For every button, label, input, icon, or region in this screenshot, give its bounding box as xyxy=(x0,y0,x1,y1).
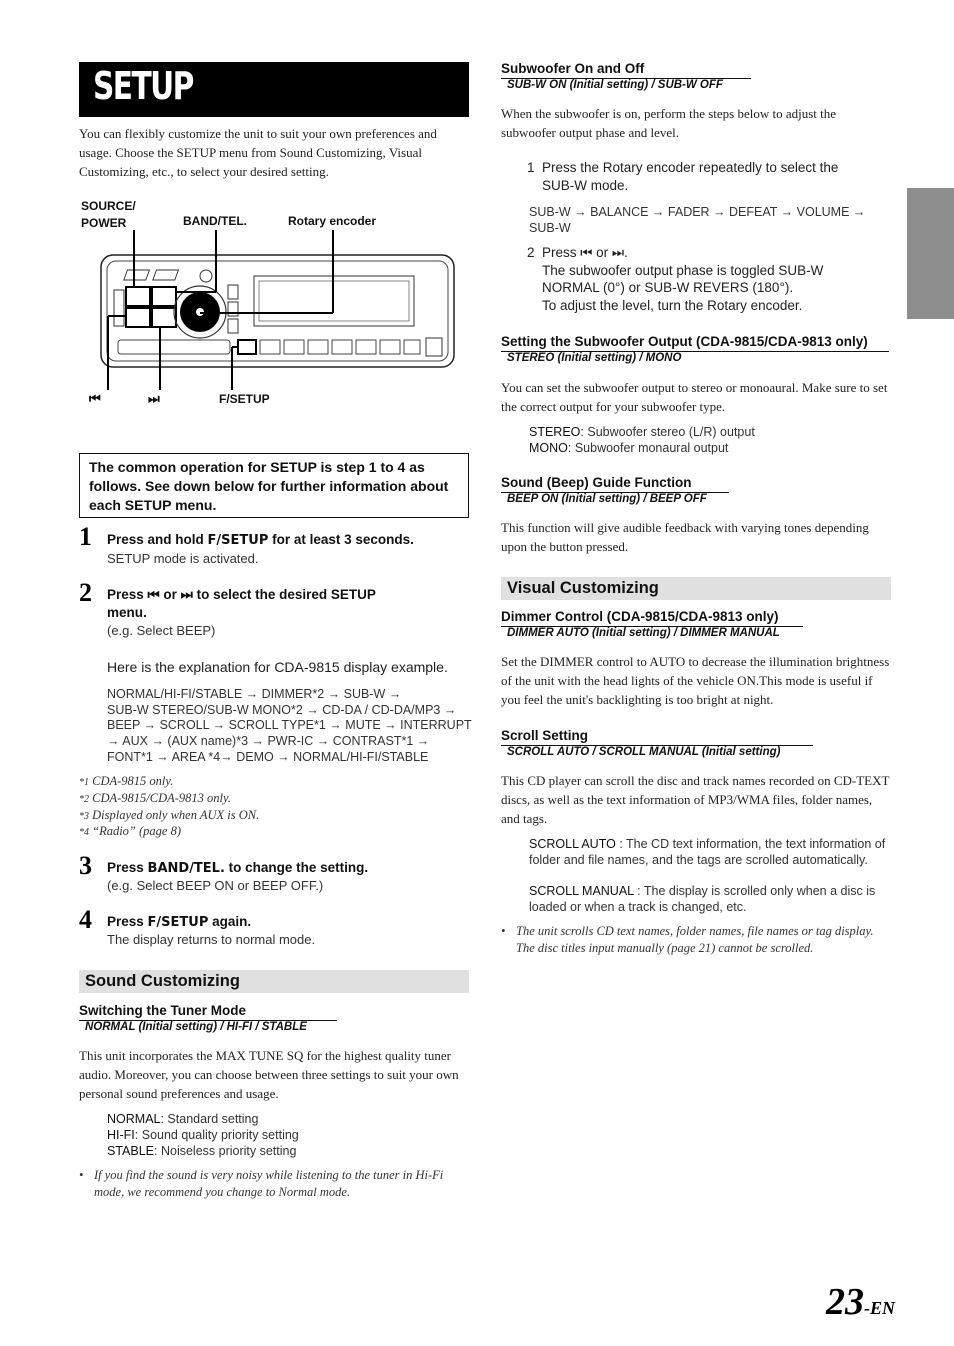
side-tab xyxy=(907,188,954,319)
footnote-3-mark: *3 xyxy=(79,811,89,822)
beep-title: Sound (Beep) Guide Function xyxy=(501,475,692,490)
dimmer-title: Dimmer Control (CDA-9815/CDA-9813 only) xyxy=(501,609,779,624)
footnote-2 xyxy=(79,790,231,808)
step-3-number: 3 xyxy=(79,851,92,880)
step-1-pre: Press and hold xyxy=(107,532,208,547)
step-1-key: F/SETUP xyxy=(207,533,269,548)
step-1-post: for at least 3 seconds. xyxy=(268,532,414,547)
page-number-digits: 23 xyxy=(826,1281,864,1323)
beep-body: This function will give audible feedback with varying tones depending upon the button pressed. xyxy=(501,520,869,554)
subw-output-options: STEREO (Initial setting) / MONO xyxy=(507,352,682,364)
dimmer-body: Set the DIMMER control to AUTO to decrease the illumination brightness of the unit with the head lights of the vehicle ON.This mode is useful if you feel the unit's backlighting is too bright at night. xyxy=(501,654,890,707)
page-number xyxy=(826,1280,895,1324)
step-4-sub: The display returns to normal mode. xyxy=(107,932,316,947)
scroll-note-bullet: • xyxy=(501,924,506,938)
label-prev: ⏮ xyxy=(89,391,101,406)
page-title-bar xyxy=(79,62,469,117)
label-next: ⏭ xyxy=(148,391,160,406)
setup-flow-line-4: → AUX → (AUX name)*3 → PWR-IC → CONTRAST*1 → xyxy=(107,734,430,748)
tuner-def-stable-term: STABLE xyxy=(107,1144,155,1158)
step-4-text xyxy=(107,914,251,930)
setup-flow-line-3: BEEP → SCROLL → SCROLL TYPE*1 → MUTE → INTERRUPT xyxy=(107,718,472,732)
subw-output-def-stereo-term: STEREO xyxy=(529,425,581,439)
tuner-def-hifi-term: HI-FI xyxy=(107,1128,135,1142)
scroll-manual-term: SCROLL MANUAL xyxy=(529,884,634,898)
tuner-def-normal-desc: : Standard setting xyxy=(160,1112,259,1126)
scroll-auto-term: SCROLL AUTO xyxy=(529,837,616,851)
tuner-def-hifi xyxy=(107,1127,299,1143)
step-3-post: to change the setting. xyxy=(224,860,369,875)
step-2-line1: Press ⏮ or ⏭ to select the desired SETUP xyxy=(107,587,376,602)
footnote-4 xyxy=(79,823,181,841)
step-3-key: BAND/TEL. xyxy=(147,861,225,876)
tuner-mode-options: NORMAL (Initial setting) / HI-FI / STABLE xyxy=(85,1021,307,1033)
tuner-mode-title: Switching the Tuner Mode xyxy=(79,1003,246,1018)
subw-output-def-mono xyxy=(529,440,728,456)
subw-step2-number: 2 xyxy=(527,245,535,260)
scroll-title: Scroll Setting xyxy=(501,728,589,743)
scroll-auto-desc: : The CD text information, the text information of folder and file names, and the tags are scrolled automatically. xyxy=(529,837,886,867)
step-2-sub: (e.g. Select BEEP) xyxy=(107,623,216,638)
subw-title: Subwoofer On and Off xyxy=(501,61,645,76)
subw-flow-line-1: SUB-W → BALANCE → FADER → DEFEAT → VOLUME → xyxy=(529,205,866,219)
label-power: POWER xyxy=(81,216,127,230)
subw-step2-line-d: To adjust the level, turn the Rotary encoder. xyxy=(542,298,803,313)
step-4-key: F/SETUP xyxy=(147,915,209,930)
footnote-4-text: “Radio” (page 8) xyxy=(92,824,182,838)
scroll-manual-def xyxy=(529,883,889,915)
dimmer-options: DIMMER AUTO (Initial setting) / DIMMER MANUAL xyxy=(507,627,780,639)
footnote-2-mark: *2 xyxy=(79,794,89,805)
label-source: SOURCE/ xyxy=(81,199,136,213)
step-2-number: 2 xyxy=(79,578,92,607)
subw-options: SUB-W ON (Initial setting) / SUB-W OFF xyxy=(507,79,723,91)
sound-customizing-header xyxy=(79,970,469,993)
scroll-note: The unit scrolls CD text names, folder names, file names or tag display. The disc titles input manually (page 21) cannot be scrolled. xyxy=(516,924,874,955)
scroll-auto-def xyxy=(529,836,889,868)
tuner-def-stable xyxy=(107,1143,296,1159)
footnote-3-text: Displayed only when AUX is ON. xyxy=(92,808,260,822)
subw-step2-line-b: The subwoofer output phase is toggled SUB-W xyxy=(542,263,824,278)
subw-step1-line-a: Press the Rotary encoder repeatedly to select the xyxy=(542,160,839,175)
step-3-pre: Press xyxy=(107,860,148,875)
subw-step2-line-c: NORMAL (0°) or SUB-W REVERS (180°). xyxy=(542,280,794,295)
scroll-body: This CD player can scroll the disc and track names recorded on CD-TEXT discs, as well as the text information of MP3/WMA files, folder names, and tags. xyxy=(501,773,890,826)
step-2-explain: Here is the explanation for CDA-9815 display example. xyxy=(107,659,448,675)
beep-options: BEEP ON (Initial setting) / BEEP OFF xyxy=(507,493,707,505)
step-3-sub: (e.g. Select BEEP ON or BEEP OFF.) xyxy=(107,878,324,893)
visual-customizing-header xyxy=(501,577,891,600)
subw-output-def-mono-term: MONO xyxy=(529,441,568,455)
tuner-def-hifi-desc: : Sound quality priority setting xyxy=(134,1128,299,1142)
step-2-line2: menu. xyxy=(107,605,147,620)
footnote-1-text: CDA-9815 only. xyxy=(92,774,174,788)
subw-step1-line-b: SUB-W mode. xyxy=(542,178,629,193)
subw-step1-number: 1 xyxy=(527,160,535,175)
setup-flow-line-5: FONT*1 → AREA *4→ DEMO → NORMAL/HI-FI/STABLE xyxy=(107,750,429,764)
callout-text: The common operation for SETUP is step 1 to 4 as follows. See down below for further information about each SETUP menu. xyxy=(89,459,449,513)
subw-body: When the subwoofer is on, perform the steps below to adjust the subwoofer output phase and level. xyxy=(501,106,837,140)
sound-customizing-title: Sound Customizing xyxy=(85,972,240,990)
label-band: BAND/TEL. xyxy=(183,214,247,228)
head-unit-diagram xyxy=(96,230,460,390)
subw-output-def-mono-desc: : Subwoofer monaural output xyxy=(567,441,729,455)
tuner-note-bullet: • xyxy=(79,1168,84,1182)
subw-output-def-stereo-desc: : Subwoofer stereo (L/R) output xyxy=(580,425,755,439)
intro-text: You can flexibly customize the unit to suit your own preferences and usage. Choose the SETUP menu from Sound Customizing, Visual Customizing, etc., to select your desired setting. xyxy=(79,126,437,179)
tuner-def-stable-desc: : Noiseless priority setting xyxy=(154,1144,297,1158)
visual-customizing-title: Visual Customizing xyxy=(507,579,659,597)
subw-flow-line-2: SUB-W xyxy=(529,221,571,235)
tuner-def-normal xyxy=(107,1111,258,1127)
tuner-def-normal-term: NORMAL xyxy=(107,1112,161,1126)
subw-output-title: Setting the Subwoofer Output (CDA-9815/CDA-9813 only) xyxy=(501,334,868,349)
footnote-1 xyxy=(79,773,173,791)
setup-flow-line-2: SUB-W STEREO/SUB-W MONO*2 → CD-DA / CD-DA/MP3 → xyxy=(107,703,457,717)
footnote-4-mark: *4 xyxy=(79,827,89,838)
footnote-2-text: CDA-9815/CDA-9813 only. xyxy=(92,791,232,805)
step-4-pre: Press xyxy=(107,914,148,929)
step-1-text xyxy=(107,532,414,548)
page-number-suffix: -EN xyxy=(864,1298,895,1318)
footnote-1-mark: *1 xyxy=(79,777,89,788)
subw-step2-line-a: Press ⏮ or ⏭. xyxy=(542,245,628,260)
subw-output-def-stereo xyxy=(529,424,755,440)
setup-flow-line-1: NORMAL/HI-FI/STABLE → DIMMER*2 → SUB-W → xyxy=(107,687,402,701)
page-title: SETUP xyxy=(93,64,193,108)
label-fsetup: F/SETUP xyxy=(219,392,270,406)
common-operation-callout xyxy=(79,453,469,518)
label-rotary: Rotary encoder xyxy=(288,214,377,228)
step-1-number: 1 xyxy=(79,522,92,551)
tuner-note: If you find the sound is very noisy while listening to the tuner in Hi-Fi mode, we recommend you change to Normal mode. xyxy=(94,1168,444,1199)
step-3-text xyxy=(107,860,368,876)
step-1-sub: SETUP mode is activated. xyxy=(107,551,259,566)
scroll-options: SCROLL AUTO / SCROLL MANUAL (Initial setting) xyxy=(507,746,781,758)
scroll-manual-desc: : The display is scrolled only when a disc is loaded or when a track is changed, etc. xyxy=(529,884,876,914)
tuner-mode-body: This unit incorporates the MAX TUNE SQ for the highest quality tuner audio. Moreover, you can choose between three settings to suit your own personal sound preferences and usage. xyxy=(79,1048,459,1101)
step-4-post: again. xyxy=(208,914,252,929)
step-4-number: 4 xyxy=(79,905,92,934)
subw-output-body: You can set the subwoofer output to stereo or monoaural. Make sure to set the correct output for your subwoofer type. xyxy=(501,380,888,414)
